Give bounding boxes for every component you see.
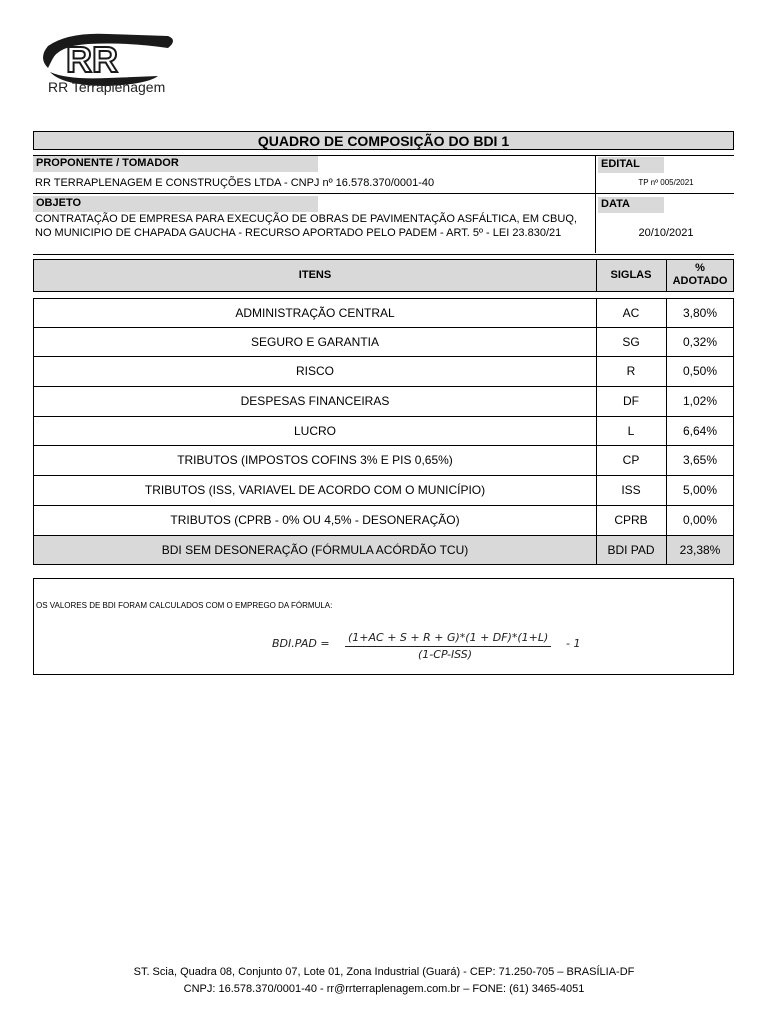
footer-contact: CNPJ: 16.578.370/0001-40 - rr@rrterraplenagem.com.br – FONE: (61) 3465-4051 bbox=[183, 983, 585, 995]
column-header-siglas: SIGLAS bbox=[610, 269, 652, 281]
logo-letters: RR bbox=[66, 39, 118, 80]
row-sigla: CP bbox=[622, 453, 640, 468]
row-sigla: SG bbox=[622, 334, 640, 349]
formula-lhs: BDI.PAD = bbox=[272, 637, 330, 650]
row-sigla: L bbox=[627, 423, 635, 438]
formula-rhs: - 1 bbox=[566, 637, 581, 650]
table-row bbox=[33, 417, 734, 447]
column-header-pct-line2: ADOTADO bbox=[672, 275, 728, 287]
row-sigla: ISS bbox=[621, 483, 641, 498]
logo-company-name: RR Terraplenagem bbox=[48, 79, 166, 95]
row-pct: 1,02% bbox=[682, 394, 718, 409]
edital-value: TP nº 005/2021 bbox=[638, 178, 694, 187]
row-sigla: DF bbox=[623, 394, 639, 409]
row-pct: 0,32% bbox=[682, 334, 718, 349]
proponente-label: PROPONENTE / TOMADOR bbox=[33, 156, 318, 172]
row-pct: 3,80% bbox=[682, 306, 718, 320]
formula-box bbox=[33, 578, 734, 675]
table-row bbox=[33, 357, 734, 387]
row-pct: 0,00% bbox=[682, 512, 718, 527]
formula-intro: OS VALORES DE BDI FORAM CALCULADOS COM O EMPREGO DA FÓRMULA: bbox=[36, 601, 333, 610]
row-item: RISCO bbox=[295, 364, 334, 379]
table-row bbox=[33, 298, 734, 328]
formula-fraction-bar bbox=[345, 646, 551, 647]
row-item: ADMINISTRAÇÃO CENTRAL bbox=[235, 306, 395, 320]
row-item: TRIBUTOS (IMPOSTOS COFINS 3% E PIS 0,65%) bbox=[177, 453, 453, 468]
formula-numerator: (1+AC + S + R + G)*(1 + DF)*(1+L) bbox=[348, 631, 549, 644]
row-item: TRIBUTOS (ISS, VARIAVEL DE ACORDO COM O MUNICÍPIO) bbox=[144, 483, 486, 498]
info-row-divider bbox=[33, 193, 734, 194]
table-row bbox=[33, 476, 734, 506]
total-sigla: BDI PAD bbox=[607, 542, 655, 557]
table-row bbox=[33, 387, 734, 417]
total-item: BDI SEM DESONERAÇÃO (FÓRMULA ACÓRDÃO TCU) bbox=[161, 542, 469, 557]
edital-label: EDITAL bbox=[598, 157, 664, 173]
data-label: DATA bbox=[598, 197, 664, 213]
data-value: 20/10/2021 bbox=[638, 227, 694, 239]
row-pct: 5,00% bbox=[682, 483, 718, 498]
row-sigla: R bbox=[626, 364, 636, 379]
row-pct: 0,50% bbox=[682, 364, 718, 379]
page-title: QUADRO DE COMPOSIÇÃO DO BDI 1 bbox=[33, 131, 734, 150]
row-item: DESPESAS FINANCEIRAS bbox=[240, 394, 390, 409]
table-total-row bbox=[33, 536, 734, 566]
proponente-value: RR TERRAPLENAGEM E CONSTRUÇÕES LTDA - CNPJ nº 16.578.370/0001-40 bbox=[35, 177, 435, 189]
table-row bbox=[33, 506, 734, 536]
column-header-pct-line1: % bbox=[695, 262, 705, 274]
row-pct: 3,65% bbox=[682, 453, 718, 468]
row-item: SEGURO E GARANTIA bbox=[250, 334, 380, 349]
objeto-value: CONTRATAÇÃO DE EMPRESA PARA EXECUÇÃO DE OBRAS DE PAVIMENTAÇÃO ASFÁLTICA, EM CBUQ, NO MUNICIPIO DE CHAPADA GAUCHA - RECURSO APORTADO PELO PADEM - ART. 5º - LEI 23.830/21 bbox=[35, 213, 577, 239]
total-pct: 23,38% bbox=[679, 542, 721, 557]
table-body bbox=[33, 298, 734, 565]
info-divider bbox=[595, 155, 596, 253]
formula-denominator: (1-CP-ISS) bbox=[418, 648, 473, 661]
table-row bbox=[33, 328, 734, 358]
row-item: TRIBUTOS (CPRB - 0% OU 4,5% - DESONERAÇÃO) bbox=[170, 512, 460, 527]
objeto-label: OBJETO bbox=[33, 196, 318, 212]
row-pct: 6,64% bbox=[682, 423, 718, 438]
column-header-pct bbox=[666, 262, 734, 288]
row-sigla: CPRB bbox=[614, 512, 648, 527]
column-header-itens: ITENS bbox=[298, 269, 332, 281]
footer-address: ST. Scia, Quadra 08, Conjunto 07, Lote 01, Zona Industrial (Guará) - CEP: 71.250-705 – BRASÍLIA-DF bbox=[133, 966, 635, 978]
table-row bbox=[33, 446, 734, 476]
row-item: LUCRO bbox=[293, 423, 336, 438]
row-sigla: AC bbox=[622, 306, 640, 320]
table-header bbox=[33, 259, 734, 292]
